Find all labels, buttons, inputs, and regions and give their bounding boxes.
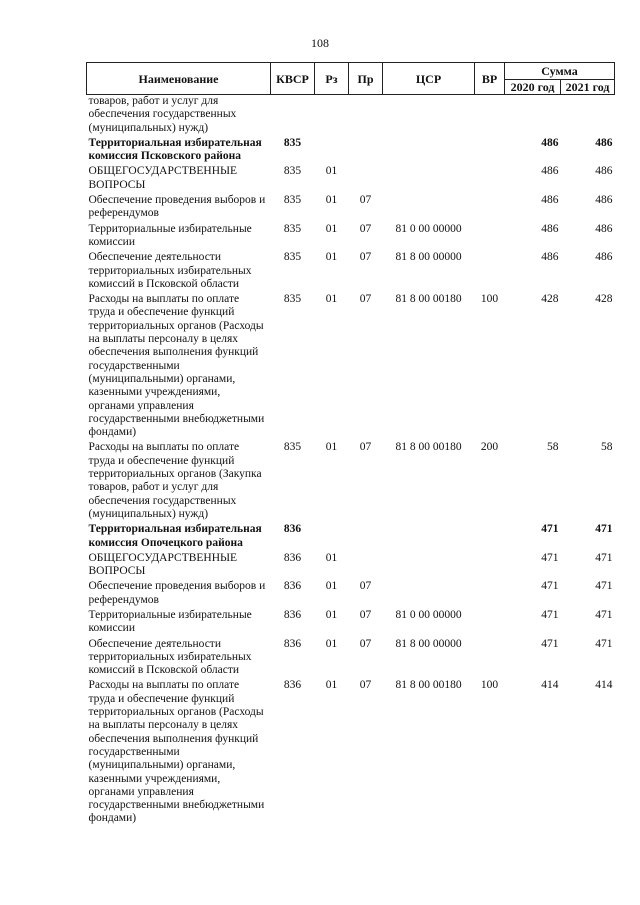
budget-table bbox=[86, 62, 615, 826]
cell-kvsr bbox=[271, 95, 315, 135]
cell-pr bbox=[349, 521, 383, 550]
cell-sum-2021: 471 bbox=[595, 523, 613, 536]
cell-kvsr: 835 bbox=[283, 222, 302, 235]
cell-sum-2021: 58 bbox=[601, 441, 613, 454]
cell-rz: 01 bbox=[325, 222, 338, 235]
cell-sum-2021 bbox=[561, 95, 615, 135]
cell-sum-2021: 471 bbox=[595, 637, 613, 650]
cell-pr: 07 bbox=[359, 679, 372, 692]
cell-csr: 81 8 00 00180 bbox=[395, 679, 462, 692]
cell-pr: 07 bbox=[359, 293, 372, 306]
cell-vr bbox=[475, 192, 505, 221]
column-header-name: Наименование bbox=[87, 63, 271, 95]
table-row bbox=[87, 521, 615, 550]
cell-pr: 07 bbox=[359, 194, 372, 207]
cell-kvsr: 836 bbox=[283, 608, 302, 621]
cell-csr bbox=[383, 95, 475, 135]
cell-vr bbox=[475, 163, 505, 192]
cell-pr bbox=[349, 95, 383, 135]
cell-name: Территориальная избирательная комиссия Опочецкого района bbox=[88, 523, 262, 549]
cell-vr bbox=[475, 550, 505, 579]
cell-sum-2021: 428 bbox=[595, 293, 613, 306]
cell-vr: 100 bbox=[480, 293, 499, 306]
column-header-2021: 2021 год bbox=[561, 80, 615, 95]
table-row bbox=[87, 249, 615, 291]
cell-sum-2020: 486 bbox=[541, 222, 559, 235]
cell-pr bbox=[349, 135, 383, 164]
table-row bbox=[87, 291, 615, 439]
cell-name: Обеспечение проведения выборов и референдумов bbox=[88, 194, 266, 220]
table-row bbox=[87, 636, 615, 678]
cell-rz: 01 bbox=[325, 551, 338, 564]
cell-csr bbox=[383, 135, 475, 164]
cell-rz bbox=[315, 521, 349, 550]
cell-pr: 07 bbox=[359, 441, 372, 454]
cell-rz: 01 bbox=[325, 637, 338, 650]
cell-sum-2020: 414 bbox=[541, 679, 559, 692]
cell-pr: 07 bbox=[359, 222, 372, 235]
cell-kvsr: 836 bbox=[283, 523, 302, 536]
cell-name: ОБЩЕГОСУДАРСТВЕННЫЕ ВОПРОСЫ bbox=[88, 165, 238, 191]
table-row bbox=[87, 95, 615, 135]
cell-csr: 81 0 00 00000 bbox=[395, 608, 462, 621]
cell-sum-2020: 58 bbox=[547, 441, 559, 454]
cell-sum-2020: 471 bbox=[541, 580, 559, 593]
cell-rz bbox=[315, 95, 349, 135]
cell-vr bbox=[475, 95, 505, 135]
column-header-pr: Пр bbox=[349, 63, 383, 95]
cell-kvsr: 836 bbox=[283, 637, 302, 650]
cell-name: Обеспечение проведения выборов и референдумов bbox=[88, 580, 266, 606]
cell-kvsr: 835 bbox=[283, 441, 302, 454]
cell-vr bbox=[475, 521, 505, 550]
cell-sum-2020: 486 bbox=[541, 251, 559, 264]
cell-csr: 81 8 00 00000 bbox=[395, 251, 462, 264]
cell-name: Расходы на выплаты по оплате труда и обеспечение функций территориальных органов (Расходы на выплаты персоналу в целях обеспечения выполнения функций государственными (муниципальными) органами, казенными учреждениями, органами управления государственными внебюджетными фондами) bbox=[88, 679, 265, 825]
cell-name: Обеспечение деятельности территориальных избирательных комиссий в Псковской области bbox=[88, 637, 252, 677]
cell-csr: 81 8 00 00000 bbox=[395, 637, 462, 650]
cell-vr: 200 bbox=[480, 441, 499, 454]
table-body bbox=[87, 95, 615, 826]
cell-vr bbox=[475, 249, 505, 291]
cell-pr bbox=[349, 163, 383, 192]
cell-kvsr: 836 bbox=[283, 679, 302, 692]
cell-rz bbox=[315, 135, 349, 164]
cell-rz: 01 bbox=[325, 441, 338, 454]
table-row bbox=[87, 192, 615, 221]
cell-kvsr: 835 bbox=[283, 251, 302, 264]
column-header-2020: 2020 год bbox=[505, 80, 561, 95]
cell-csr: 81 8 00 00180 bbox=[395, 293, 462, 306]
cell-vr bbox=[475, 221, 505, 250]
cell-csr bbox=[383, 192, 475, 221]
cell-name: Расходы на выплаты по оплате труда и обеспечение функций территориальных органов (Закупка товаров, работ и услуг для обеспечения государственных (муниципальных) нужд) bbox=[88, 441, 262, 520]
cell-sum-2020: 471 bbox=[541, 551, 559, 564]
cell-sum-2020: 471 bbox=[541, 637, 559, 650]
table-row bbox=[87, 607, 615, 636]
cell-kvsr: 835 bbox=[283, 194, 302, 207]
cell-pr: 07 bbox=[359, 637, 372, 650]
cell-csr: 81 0 00 00000 bbox=[395, 222, 462, 235]
cell-vr bbox=[475, 578, 505, 607]
cell-pr bbox=[349, 550, 383, 579]
cell-csr bbox=[383, 163, 475, 192]
column-header-sum: Сумма bbox=[505, 63, 615, 80]
table-row bbox=[87, 677, 615, 825]
column-header-csr: ЦСР bbox=[383, 63, 475, 95]
cell-sum-2020: 471 bbox=[541, 608, 559, 621]
table-row bbox=[87, 163, 615, 192]
table-row bbox=[87, 135, 615, 164]
cell-rz: 01 bbox=[325, 293, 338, 306]
cell-name: Территориальная избирательная комиссия Псковского района bbox=[88, 136, 262, 163]
cell-sum-2020: 428 bbox=[541, 293, 559, 306]
cell-rz: 01 bbox=[325, 679, 338, 692]
cell-vr bbox=[475, 135, 505, 164]
table-row bbox=[87, 550, 615, 579]
cell-kvsr: 835 bbox=[283, 165, 302, 178]
cell-csr bbox=[383, 550, 475, 579]
cell-name: товаров, работ и услуг для обеспечения государственных (муниципальных) нужд) bbox=[88, 95, 237, 134]
page-number: 108 bbox=[311, 36, 329, 50]
table-row bbox=[87, 221, 615, 250]
column-header-rz: Рз bbox=[315, 63, 349, 95]
cell-sum-2021: 486 bbox=[595, 222, 613, 235]
cell-kvsr: 836 bbox=[283, 551, 302, 564]
cell-sum-2021: 486 bbox=[595, 165, 613, 178]
cell-name: Территориальные избирательные комиссии bbox=[88, 608, 252, 635]
cell-pr: 07 bbox=[359, 608, 372, 621]
cell-vr bbox=[475, 607, 505, 636]
cell-sum-2020: 486 bbox=[541, 165, 559, 178]
cell-rz: 01 bbox=[325, 251, 338, 264]
cell-name: ОБЩЕГОСУДАРСТВЕННЫЕ ВОПРОСЫ bbox=[88, 551, 238, 578]
cell-pr: 07 bbox=[359, 251, 372, 264]
cell-name: Территориальные избирательные комиссии bbox=[88, 222, 252, 248]
cell-vr: 100 bbox=[480, 679, 499, 692]
cell-rz: 01 bbox=[325, 194, 338, 207]
cell-sum-2020 bbox=[505, 95, 561, 135]
table-row bbox=[87, 578, 615, 607]
cell-sum-2020: 471 bbox=[541, 523, 559, 536]
cell-rz: 01 bbox=[325, 165, 338, 178]
column-header-vr: ВР bbox=[475, 63, 505, 95]
cell-sum-2021: 471 bbox=[595, 608, 613, 621]
cell-sum-2021: 486 bbox=[595, 136, 613, 149]
cell-kvsr: 836 bbox=[283, 580, 302, 593]
cell-sum-2021: 471 bbox=[595, 551, 613, 564]
cell-sum-2021: 471 bbox=[595, 580, 613, 593]
cell-sum-2021: 486 bbox=[595, 251, 613, 264]
column-header-kvsr: КВСР bbox=[271, 63, 315, 95]
cell-csr bbox=[383, 521, 475, 550]
table-header bbox=[87, 63, 615, 95]
table-row bbox=[87, 439, 615, 521]
cell-sum-2021: 486 bbox=[595, 194, 613, 207]
cell-kvsr: 835 bbox=[283, 293, 302, 306]
cell-vr bbox=[475, 636, 505, 678]
cell-kvsr: 835 bbox=[283, 136, 302, 149]
cell-name: Расходы на выплаты по оплате труда и обеспечение функций территориальных органов (Расходы на выплаты персоналу в целях обеспечения выполнения функций государственными (муниципальными) органами, казенными учреждениями, органами управления государственными внебюджетными фондами) bbox=[88, 293, 265, 439]
cell-rz: 01 bbox=[325, 580, 338, 593]
cell-sum-2020: 486 bbox=[541, 136, 559, 149]
cell-sum-2021: 414 bbox=[595, 679, 613, 692]
cell-csr bbox=[383, 578, 475, 607]
cell-name: Обеспечение деятельности территориальных избирательных комиссий в Псковской области bbox=[88, 251, 252, 290]
cell-csr: 81 8 00 00180 bbox=[395, 441, 462, 454]
cell-sum-2020: 486 bbox=[541, 194, 559, 207]
cell-pr: 07 bbox=[359, 580, 372, 593]
cell-rz: 01 bbox=[325, 608, 338, 621]
